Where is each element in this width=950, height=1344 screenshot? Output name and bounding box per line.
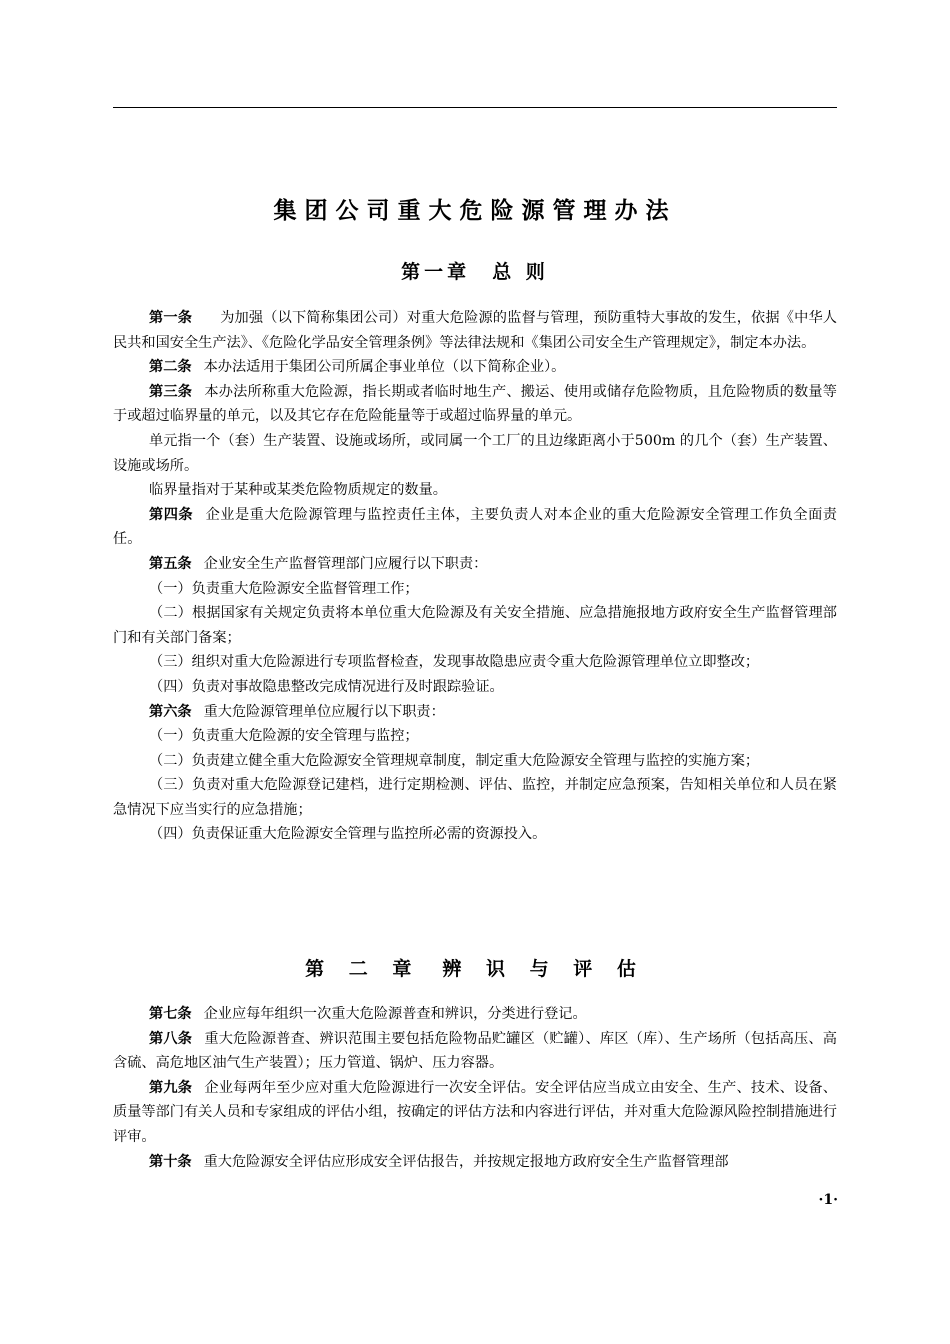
paragraph-text: （四）负责对事故隐患整改完成情况进行及时跟踪验证。 [149,678,504,695]
paragraph-text: 单元指一个（套）生产装置、设施或场所，或同属一个工厂的且边缘距离小于500m 的几个（套）生产装置、设施或场所。 [113,432,837,474]
paragraph-text: 重大危险源安全评估应形成安全评估报告，并按规定报地方政府安全生产监督管理部 [203,1153,729,1170]
paragraph [113,601,837,650]
chapter-2-label: 第 二 章 [305,958,421,980]
chapter-2-name: 辨 识 与 评 估 [442,958,645,980]
paragraph-text: 企业安全生产监督管理部门应履行以下职责： [203,555,488,572]
paragraph [113,700,837,725]
paragraph-text: 临界量指对于某种或某类危险物质规定的数量。 [149,482,447,499]
chapter-1-label: 第一章 [401,261,471,283]
paragraph [113,306,837,355]
paragraph-text: （二）负责建立健全重大危险源安全管理规章制度，制定重大危险源安全管理与监控的实施方案； [149,752,760,769]
article-number: 第十条 [149,1153,192,1170]
article-number: 第六条 [149,703,192,720]
article-number: 第二条 [149,359,192,376]
paragraph-text: （二）根据国家有关规定负责将本单位重大危险源及有关安全措施、应急措施报地方政府安全生产监督管理部门和有关部门备案； [113,605,837,646]
article-number: 第四条 [149,506,194,523]
paragraph [113,355,837,380]
paragraph [113,503,837,552]
article-number: 第五条 [149,555,192,572]
paragraph [113,724,837,749]
paragraph-text: 重大危险源管理单位应履行以下职责： [203,703,445,720]
article-number: 第一条 [149,310,193,326]
paragraph-text: （三）负责对重大危险源登记建档，进行定期检测、评估、监控，并制定应急预案，告知相关单位和人员在紧急情况下应当实行的应急措施； [113,777,837,818]
article-number: 第三条 [149,383,193,400]
article-number: 第八条 [149,1030,193,1047]
paragraph [113,1076,837,1150]
paragraph-text: 重大危险源普查、辨识范围主要包括危险物品贮罐区（贮罐）、库区（库）、生产场所（包括高压、高含硫、高危地区油气生产装置）；压力管道、锅炉、压力容器。 [113,1030,837,1072]
paragraph [113,1150,837,1175]
paragraph [113,478,837,503]
paragraph [113,1002,837,1027]
chapter-1-name: 总 则 [492,261,549,283]
paragraph [113,552,837,577]
chapter-1-heading [113,257,837,284]
paragraph [113,773,837,822]
paragraph-text: 为加强（以下简称集团公司）对重大危险源的监督与管理，预防重特大事故的发生，依据《中华人民共和国安全生产法》、《危险化学品安全管理条例》等法律法规和《集团公司安全生产管理规定》，制定本办法。 [113,310,837,351]
paragraph [113,1027,837,1076]
chapter-2-body [113,1002,837,1174]
paragraph [113,380,837,429]
paragraph [113,822,837,847]
page-number: ·1· [818,1192,838,1208]
paragraph-text: （一）负责重大危险源的安全管理与监控； [149,728,419,745]
paragraph-text: 本办法适用于集团公司所属企事业单位（以下简称企业）。 [203,359,566,376]
paragraph-text: （三）组织对重大危险源进行专项监督检查，发现事故隐患应责令重大危险源管理单位立即整改； [149,654,760,671]
paragraph [113,749,837,774]
header-rule [113,107,837,108]
document-title: 集团公司重大危险源管理办法 [273,198,677,224]
paragraph-text: 企业是重大危险源管理与监控责任主体，主要负责人对本企业的重大危险源安全管理工作负全面责任。 [113,506,837,548]
paragraph-text: 企业应每年组织一次重大危险源普查和辨识，分类进行登记。 [203,1006,587,1022]
paragraph [113,577,837,602]
paragraph-text: 本办法所称重大危险源，指长期或者临时地生产、搬运、使用或储存危险物质，且危险物质的数量等于或超过临界量的单元，以及其它存在危险能量等于或超过临界量的单元。 [113,383,837,425]
paragraph-text: （一）负责重大危险源安全监督管理工作； [149,580,419,597]
paragraph-text: 企业每两年至少应对重大危险源进行一次安全评估。安全评估应当成立由安全、生产、技术、设备、质量等部门有关人员和专家组成的评估小组，按确定的评估方法和内容进行评估，并对重大危险源风险控制措施进行评审。 [113,1079,837,1145]
article-number: 第七条 [149,1006,192,1022]
chapter-2-heading [113,954,837,981]
paragraph [113,429,837,478]
article-number: 第九条 [149,1079,193,1096]
chapter-1-body [113,306,837,847]
paragraph [113,650,837,675]
paragraph [113,675,837,700]
paragraph-text: （四）负责保证重大危险源安全管理与监控所必需的资源投入。 [149,826,547,843]
